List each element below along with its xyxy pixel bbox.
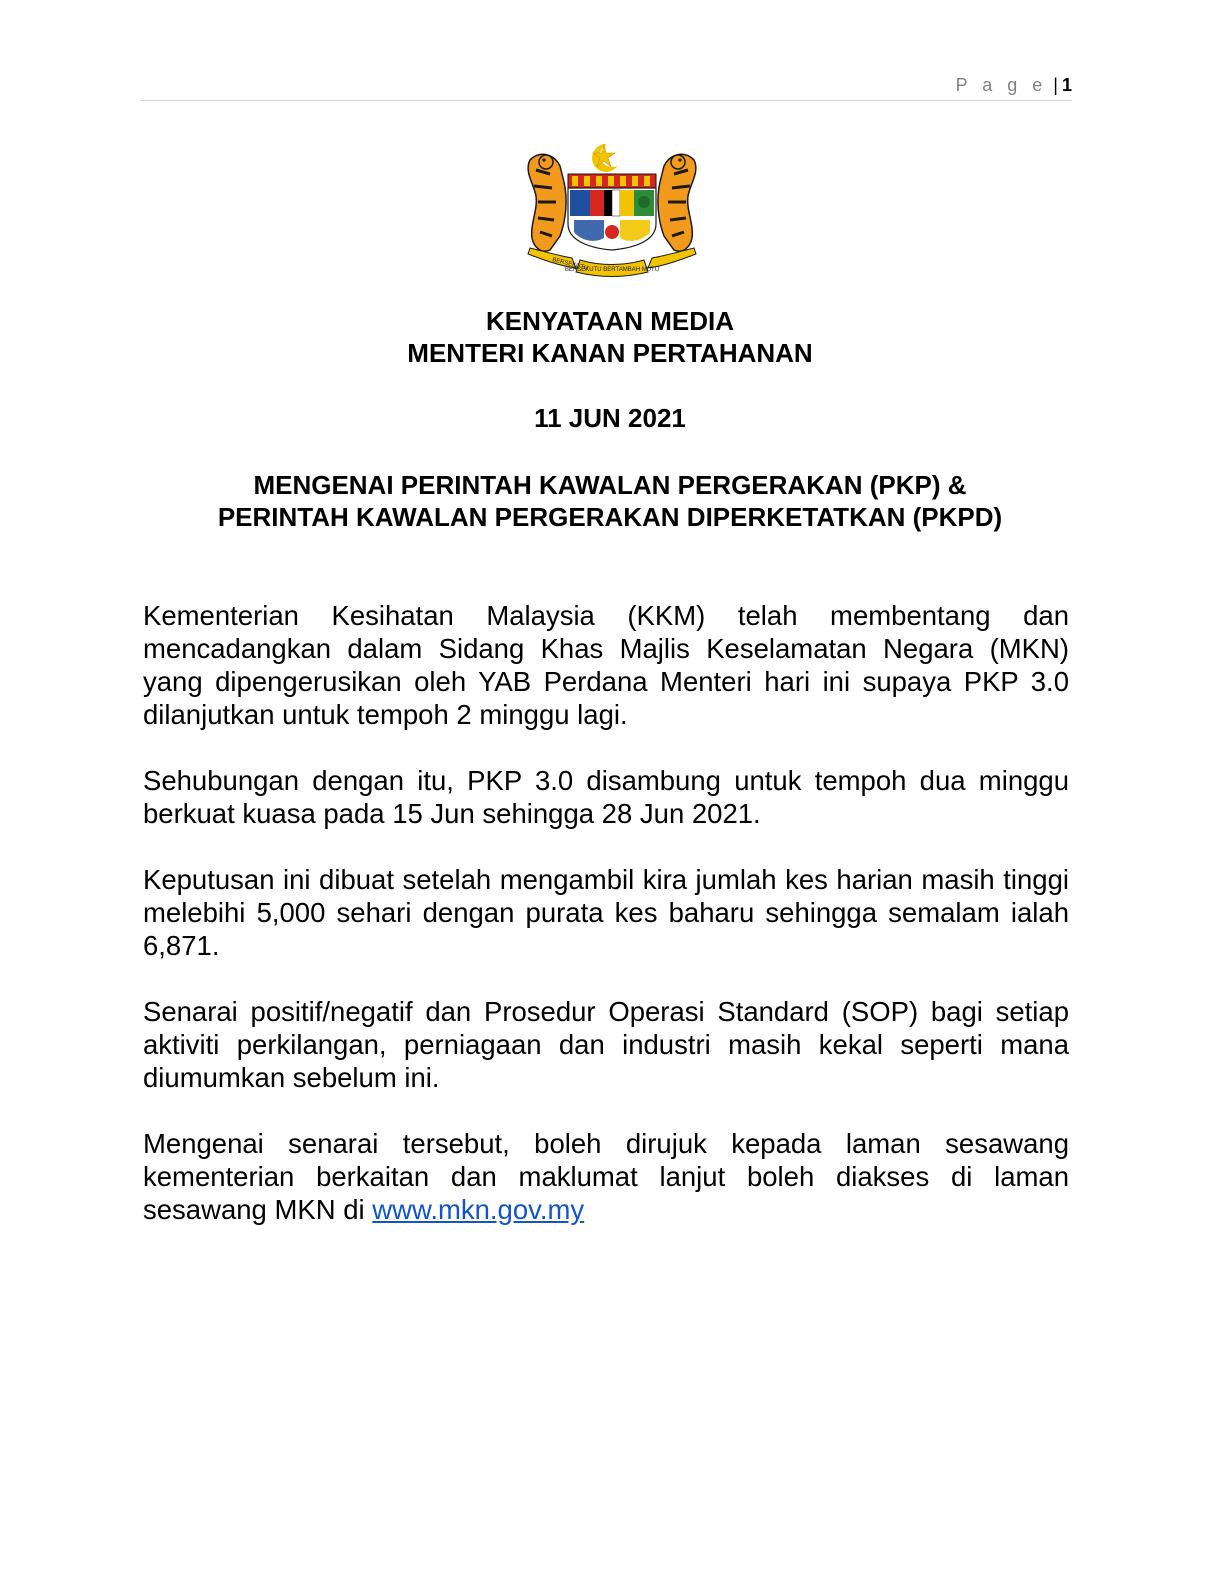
ribbon-left-text: BERSEKUTU [551, 257, 589, 272]
paragraph-2: Sehubungan dengan itu, PKP 3.0 disambung untuk tempoh dua minggu berkuat kuasa pada 15 Jun sehingga 28 Jun 2021. [143, 765, 1069, 829]
right-tiger-icon [658, 154, 696, 251]
statement-subject [140, 469, 1080, 533]
ribbon-motto-text: BERSEKUTU BERTAMBAH MUTU [564, 267, 660, 273]
paragraph-5-text: Mengenai senarai tersebut, boleh dirujuk kepada laman sesawang kementerian berkaitan dan maklumat lanjut boleh diakses di laman sesawang MKN di [143, 1128, 1069, 1225]
page-number: 1 [1061, 75, 1072, 95]
left-tiger-icon [528, 154, 566, 251]
shield-icon [568, 174, 656, 250]
malaysia-coat-of-arms-icon [520, 140, 704, 278]
statement-title-line2: MENTERI KANAN PERTAHANAN [407, 338, 813, 368]
paragraph-3: Keputusan ini dibuat setelah mengambil kira jumlah kes harian masih tinggi melebihi 5,000 sehari dengan purata kes baharu sehingga semalam ialah 6,871. [143, 864, 1069, 961]
paragraph-5 [143, 1127, 1069, 1226]
paragraph-4: Senarai positif/negatif dan Prosedur Operasi Standard (SOP) bagi setiap aktiviti perkilangan, perniagaan dan industri masih kekal seperti mana diumumkan sebelum ini. [143, 996, 1069, 1093]
statement-title-line1: KENYATAAN MEDIA [486, 306, 734, 336]
mkn-website-link[interactable]: www.mkn.gov.my [372, 1194, 585, 1225]
motto-ribbon [528, 248, 696, 277]
crescent-star-icon [592, 143, 624, 172]
statement-title [140, 305, 1080, 369]
paragraph-1: Kementerian Kesihatan Malaysia (KKM) telah membentang dan mencadangkan dalam Sidang Khas Majlis Keselamatan Negara (MKN) yang dipengerusikan oleh YAB Perdana Menteri hari ini supaya PKP 3.0 dilanjutkan untuk tempoh 2 minggu lagi. [143, 600, 1069, 730]
page-header [140, 70, 1072, 101]
statement-body [143, 599, 1069, 1259]
statement-subject-line1: MENGENAI PERINTAH KAWALAN PERGERAKAN (PKP) & [253, 470, 967, 500]
statement-subject-line2: PERINTAH KAWALAN PERGERAKAN DIPERKETATKAN (PKPD) [217, 502, 1003, 532]
page-label: P a g e [955, 75, 1048, 95]
page-separator: | [1053, 75, 1058, 95]
statement-date: 11 JUN 2021 [534, 403, 686, 433]
